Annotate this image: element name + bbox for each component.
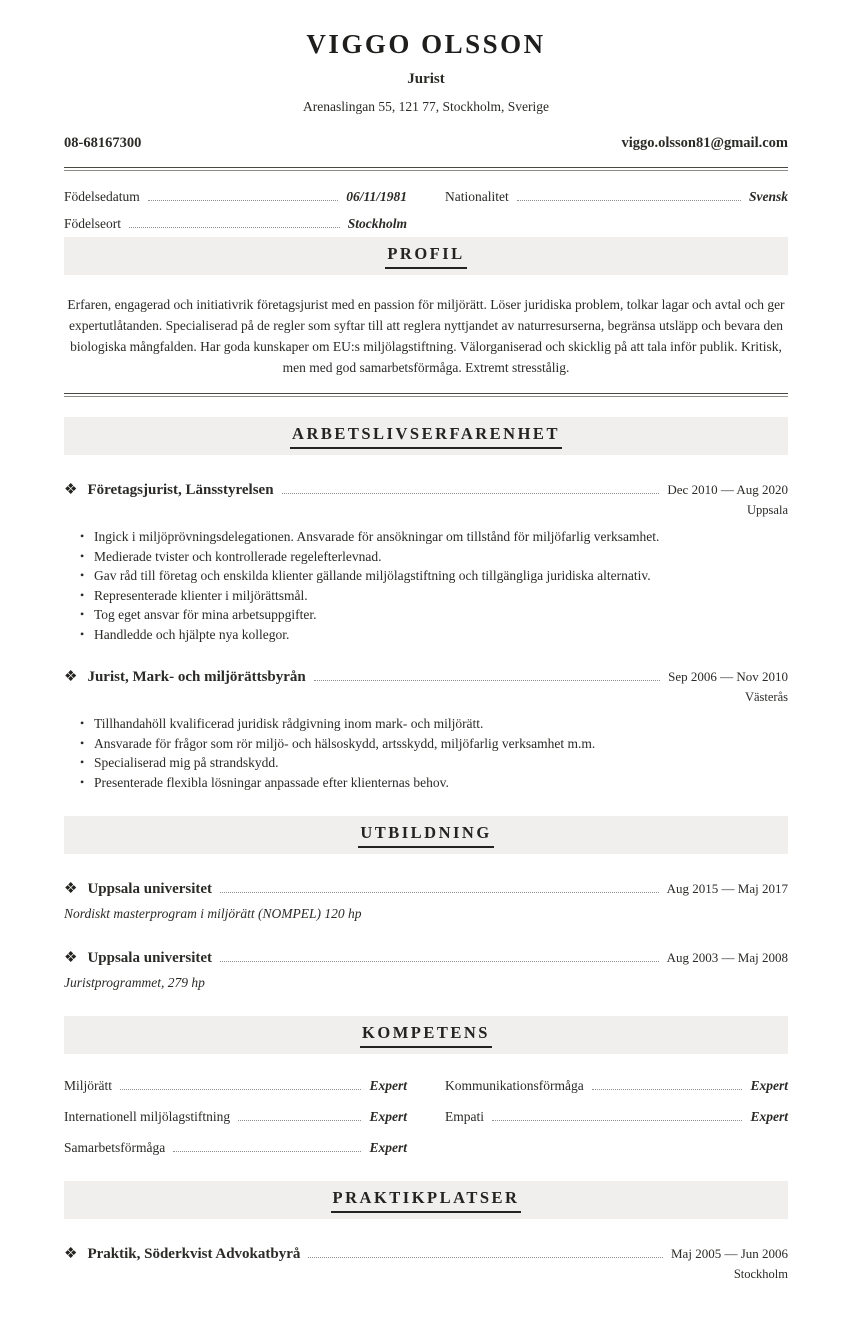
bullet-text: Gav råd till företag och enskilda klienter gällande miljölagstiftning och tillgängliga juridiska alternativ.: [94, 568, 651, 583]
phone-number: 08-68167300: [64, 135, 142, 151]
entry-location: Västerås: [744, 690, 788, 704]
header-divider: [64, 167, 788, 171]
bullet-text: Specialiserad mig på strandskydd.: [94, 755, 279, 770]
skill-item: [64, 1139, 407, 1157]
skill-label: Internationell miljölagstiftning: [64, 1109, 231, 1124]
section-title: ARBETSLIVSERFARENHET: [290, 424, 562, 449]
entry-dates: Dec 2010 — Aug 2020: [667, 482, 788, 497]
experience-entry-header: [64, 482, 788, 499]
dotted-leader: [220, 892, 659, 893]
entry-marker-icon: ❖: [64, 1246, 78, 1262]
dotted-leader: [592, 1089, 743, 1090]
bullet-text: Ansvarade för frågor som rör miljö- och hälsoskydd, artsskydd, miljöfarlig verksamhet m.m.: [94, 735, 596, 751]
skill-item: [445, 1077, 788, 1095]
profile-divider: [64, 393, 788, 397]
entry-dates: Aug 2015 — Maj 2017: [666, 881, 788, 896]
entry-marker-icon: ❖: [64, 950, 78, 966]
dotted-leader: [308, 1257, 663, 1258]
list-item: [64, 586, 788, 606]
entry-marker-icon: ❖: [64, 482, 78, 498]
email-address: viggo.olsson81@gmail.com: [621, 135, 788, 151]
entry-title: Jurist, Mark- och miljörättsbyrån: [87, 669, 306, 685]
skill-item: [445, 1108, 788, 1126]
list-item: [64, 753, 788, 773]
field-nationality: [445, 188, 788, 206]
field-birthdate: [64, 188, 407, 206]
skill-level: Expert: [369, 1140, 407, 1155]
section-title: KOMPETENS: [360, 1023, 492, 1048]
candidate-address: Arenaslingan 55, 121 77, Stockholm, Sverige: [303, 99, 549, 114]
profile-text: Erfaren, engagerad och initiativrik företagsjurist med en passion för miljörätt. Löser juridiska problem, tolkar lagar och avtal och ger expertutlåtanden. Specialiserad på de regler som syftar till att reglera nyttjandet av naturresurserna, begränsa utsläpp och bevara den biologiska mångfalden. Har goda kunskaper om EU:s miljölagstiftning. Välorganiserad och skicklig på att tala inför publik. Kritisk, men med god samarbetsförmåga. Extremt stresstålig.: [67, 297, 785, 375]
dotted-leader: [129, 227, 340, 228]
skills-grid: [64, 1077, 788, 1157]
section-header-internships: [64, 1181, 788, 1219]
bullet-text: Handledde och hjälpte nya kollegor.: [94, 626, 290, 642]
section-title: PRAKTIKPLATSER: [331, 1188, 522, 1213]
skill-label: Samarbetsförmåga: [64, 1140, 166, 1155]
entry-marker-icon: ❖: [64, 669, 78, 685]
list-item: [64, 605, 788, 625]
field-value: 06/11/1981: [346, 189, 407, 204]
dotted-leader: [173, 1151, 361, 1152]
skill-item: [64, 1108, 407, 1126]
dotted-leader: [148, 200, 338, 201]
list-item: [64, 625, 788, 645]
list-item: [64, 566, 788, 586]
skill-level: Expert: [750, 1109, 788, 1124]
list-item: [64, 734, 788, 754]
bullet-icon: •: [80, 626, 85, 641]
dotted-leader: [314, 680, 660, 681]
entry-title: Praktik, Söderkvist Advokatbyrå: [87, 1246, 301, 1262]
bullet-text: Tog eget ansvar för mina arbetsuppgifter.: [94, 607, 317, 622]
bullet-icon: •: [80, 735, 85, 750]
section-header-skills: [64, 1016, 788, 1054]
dotted-leader: [120, 1089, 361, 1090]
section-title: PROFIL: [385, 244, 466, 269]
bullet-text: Medierade tvister och kontrollerade regelefterlevnad.: [94, 548, 382, 564]
section-header-experience: [64, 417, 788, 455]
section-title: UTBILDNING: [358, 823, 493, 848]
entry-location: Stockholm: [733, 1267, 788, 1281]
contact-row: [64, 134, 788, 153]
list-item: [64, 714, 788, 734]
list-item: [64, 527, 788, 547]
candidate-role: Jurist: [407, 71, 445, 87]
skill-label: Empati: [445, 1109, 484, 1124]
field-label: Nationalitet: [445, 189, 509, 204]
bullet-text: Ingick i miljöprövningsdelegationen. Ansvarade för ansökningar om tillstånd för miljöfarlig verksamhet.: [94, 529, 660, 544]
dotted-leader: [282, 493, 660, 494]
entry-bullets: [64, 527, 788, 644]
bullet-icon: •: [80, 548, 85, 563]
bullet-icon: •: [80, 529, 85, 543]
entry-dates: Aug 2003 — Maj 2008: [666, 950, 788, 965]
internship-entry-header: [64, 1246, 788, 1263]
bullet-icon: •: [80, 755, 85, 769]
education-program: Juristprogrammet, 279 hp: [64, 975, 205, 990]
candidate-name: VIGGO OLSSON: [306, 29, 546, 59]
skill-label: Miljörätt: [64, 1078, 112, 1093]
entry-dates: Sep 2006 — Nov 2010: [668, 669, 788, 684]
field-value: Stockholm: [347, 216, 407, 231]
bullet-icon: •: [80, 568, 85, 582]
bullet-icon: •: [80, 607, 85, 621]
education-entry-header: [64, 950, 788, 967]
field-birthplace: [64, 215, 407, 233]
bullet-icon: •: [80, 587, 85, 602]
personal-details: [64, 188, 788, 233]
skill-level: Expert: [750, 1078, 788, 1093]
dotted-leader: [517, 200, 741, 201]
field-label: Födelsedatum: [64, 189, 140, 204]
bullet-text: Presenterade flexibla lösningar anpassade efter klienternas behov.: [94, 774, 449, 790]
education-entry-header: [64, 881, 788, 898]
entry-marker-icon: ❖: [64, 881, 78, 897]
education-program: Nordiskt masterprogram i miljörätt (NOMPEL) 120 hp: [64, 906, 362, 921]
dotted-leader: [492, 1120, 742, 1121]
entry-title: Företagsjurist, Länsstyrelsen: [87, 482, 274, 498]
skill-level: Expert: [369, 1078, 407, 1093]
field-value: Svensk: [748, 189, 788, 204]
bullet-icon: •: [80, 716, 85, 730]
skill-label: Kommunikationsförmåga: [445, 1078, 584, 1093]
entry-location: Uppsala: [747, 503, 788, 517]
list-item: [64, 547, 788, 567]
bullet-text: Representerade klienter i miljörättsmål.: [94, 587, 308, 603]
dotted-leader: [220, 961, 659, 962]
field-label: Födelseort: [64, 216, 121, 231]
dotted-leader: [238, 1120, 361, 1121]
entry-dates: Maj 2005 — Jun 2006: [671, 1246, 788, 1261]
experience-entry-header: [64, 669, 788, 686]
list-item: [64, 773, 788, 793]
skill-item: [64, 1077, 407, 1095]
entry-title: Uppsala universitet: [87, 950, 213, 966]
entry-title: Uppsala universitet: [87, 881, 213, 897]
section-header-profil: [64, 237, 788, 275]
skill-level: Expert: [369, 1109, 407, 1124]
bullet-icon: •: [80, 774, 85, 789]
entry-bullets: [64, 714, 788, 792]
section-header-education: [64, 816, 788, 854]
bullet-text: Tillhandahöll kvalificerad juridisk rådgivning inom mark- och miljörätt.: [94, 716, 484, 731]
